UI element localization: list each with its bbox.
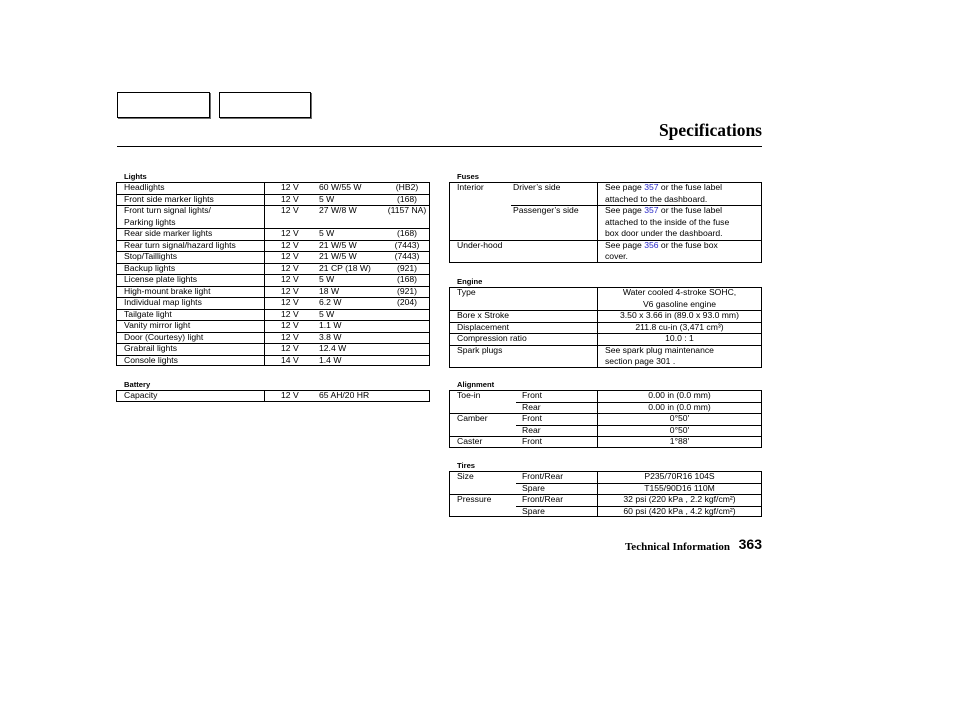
bulb-voltage: 12 V: [264, 240, 313, 252]
alignment-label: Toe-in: [457, 390, 481, 400]
lights-row: [116, 194, 430, 206]
bulb-name: Stop/Taillights: [116, 251, 264, 263]
alignment-row: [449, 413, 762, 425]
fuse-description: [597, 182, 762, 205]
tires-position: Front/Rear: [522, 471, 564, 481]
bulb-voltage: 12 V: [264, 251, 313, 263]
alignment-heading: Alignment: [457, 380, 495, 389]
tires-value: P235/70R16 104S: [597, 471, 762, 483]
bulb-name: Grabrail lights: [116, 343, 264, 355]
bulb-voltage: 12 V: [264, 263, 313, 275]
bulb-wattage: 6.2 W: [313, 297, 384, 309]
fuse-description: [597, 205, 762, 240]
alignment-position: Rear: [516, 425, 597, 437]
bulb-voltage: 12 V: [264, 309, 313, 321]
lights-row: [116, 297, 430, 309]
bulb-wattage: 21 W/5 W: [313, 251, 384, 263]
lights-row: [116, 205, 430, 228]
bulb-number: (HB2): [395, 182, 419, 192]
bulb-wattage: 5 W: [313, 228, 384, 240]
tires-table: [449, 471, 762, 517]
battery-label: Capacity: [124, 390, 158, 400]
bulb-number: (7443): [384, 240, 430, 252]
tires-value: T155/90D16 110M: [597, 483, 762, 495]
alignment-value: 0.00 in (0.0 mm): [597, 402, 762, 414]
engine-label: Bore x Stroke: [449, 310, 597, 322]
bulb-number: (168): [384, 228, 430, 240]
lights-table: [116, 182, 430, 366]
tires-position: Spare: [516, 506, 597, 518]
fuse-text-before: See page: [605, 182, 645, 192]
bulb-wattage: 21 W/5 W: [313, 240, 384, 252]
fuse-page-link[interactable]: 356: [644, 239, 659, 250]
alignment-position: Rear: [516, 402, 597, 414]
bulb-number: (921): [384, 263, 430, 275]
engine-row: [449, 345, 762, 368]
bulb-wattage: 18 W: [313, 286, 384, 298]
fuse-text-after: or the fuse box cover.: [605, 239, 718, 261]
bulb-name: Headlights: [124, 182, 165, 192]
bulb-name: Individual map lights: [116, 297, 264, 309]
nav-box-right[interactable]: [219, 92, 311, 118]
bulb-number: [384, 309, 430, 321]
battery-rating: 65 AH/20 HR: [319, 390, 370, 400]
bulb-number: [384, 332, 430, 344]
lights-row: [116, 309, 430, 321]
fuse-location: Under-hood: [449, 240, 597, 263]
alignment-value: 0°50′: [597, 413, 762, 425]
lights-row: [116, 240, 430, 252]
bulb-wattage: 5 W: [313, 194, 384, 206]
tires-value: 32 psi (220 kPa , 2.2 kgf/cm²): [597, 494, 762, 506]
fuse-row: [449, 182, 762, 205]
bulb-name: Tailgate light: [116, 309, 264, 321]
alignment-position: Front: [516, 436, 597, 448]
alignment-value: 0.00 in (0.0 mm): [597, 390, 762, 402]
engine-value: 10.0 : 1: [597, 333, 762, 345]
engine-row: [449, 333, 762, 345]
bulb-wattage: 5 W: [313, 309, 384, 321]
alignment-value: 1°88′: [597, 436, 762, 448]
bulb-number: (204): [384, 297, 430, 309]
engine-label: Displacement: [449, 322, 597, 334]
lights-row: [116, 332, 430, 344]
tires-label: Size: [457, 471, 474, 481]
bulb-voltage: 12 V: [264, 343, 313, 355]
bulb-name: Backup lights: [116, 263, 264, 275]
bulb-wattage: 1.4 W: [313, 355, 384, 367]
lights-row: [116, 286, 430, 298]
bulb-voltage: 12 V: [264, 194, 313, 206]
bulb-wattage: 3.8 W: [313, 332, 384, 344]
lights-row: [116, 263, 430, 275]
bulb-voltage: 12 V: [264, 286, 313, 298]
engine-label: Compression ratio: [449, 333, 597, 345]
bulb-wattage: 60 W/55 W: [319, 182, 362, 192]
fuse-page-link[interactable]: 357: [644, 182, 659, 192]
page-number: 363: [738, 536, 762, 552]
bulb-number: [384, 343, 430, 355]
bulb-number: [384, 355, 430, 367]
tires-heading: Tires: [457, 461, 476, 470]
fuse-page-link[interactable]: 357: [644, 205, 659, 215]
alignment-table: [449, 390, 762, 448]
bulb-voltage: 14 V: [264, 355, 313, 367]
bulb-name: Door (Courtesy) light: [116, 332, 264, 344]
engine-table: [449, 287, 762, 368]
bulb-number: (921): [384, 286, 430, 298]
fuses-table: [449, 182, 762, 263]
fuse-area-interior: Interior: [457, 182, 484, 192]
lights-row: [116, 182, 430, 194]
lights-row: [116, 251, 430, 263]
tires-position: Spare: [516, 483, 597, 495]
bulb-name: Console lights: [116, 355, 264, 367]
battery-heading: Battery: [124, 380, 151, 389]
engine-row: [449, 287, 762, 310]
alignment-row: [449, 390, 762, 402]
battery-table: [116, 390, 430, 402]
tires-row: [449, 494, 762, 506]
lights-row: [116, 228, 430, 240]
tires-value: 60 psi (420 kPa , 4.2 kgf/cm²): [597, 506, 762, 518]
battery-voltage: 12 V: [264, 390, 313, 402]
tires-position: Front/Rear: [516, 494, 597, 506]
lights-heading: Lights: [124, 172, 147, 181]
battery-row: [116, 390, 430, 402]
page-title: Specifications: [658, 120, 762, 140]
bulb-name: Rear turn signal/hazard lights: [116, 240, 264, 252]
tires-label: Pressure: [449, 494, 516, 517]
lights-row: [116, 274, 430, 286]
bulb-name: License plate lights: [116, 274, 264, 286]
bulb-voltage: 12 V: [264, 297, 313, 309]
bulb-wattage: 27 W/8 W: [313, 205, 384, 228]
bulb-number: (7443): [384, 251, 430, 263]
bulb-name: High-mount brake light: [116, 286, 264, 298]
fuse-text-before: See page: [605, 205, 645, 215]
header-rule: [117, 146, 762, 147]
engine-row: [449, 322, 762, 334]
bulb-voltage: 12 V: [264, 274, 313, 286]
alignment-label: Caster: [449, 436, 516, 448]
bulb-number: [384, 320, 430, 332]
bulb-number: (1157 NA): [384, 205, 430, 228]
bulb-name: Front turn signal lights/ Parking lights: [116, 205, 264, 228]
fuse-text-after: or the fuse label attached to the dashboard.: [605, 182, 723, 204]
bulb-name: Rear side marker lights: [116, 228, 264, 240]
lights-row: [116, 320, 430, 332]
alignment-label: Camber: [449, 413, 516, 436]
engine-value: 211.8 cu-in (3,471 cm³): [597, 322, 762, 334]
alignment-value: 0°50′: [597, 425, 762, 437]
engine-label: Type: [457, 287, 476, 297]
bulb-name: Vanity mirror light: [116, 320, 264, 332]
alignment-position: Front: [516, 413, 597, 425]
bulb-wattage: 1.1 W: [313, 320, 384, 332]
bulb-wattage: 5 W: [313, 274, 384, 286]
bulb-wattage: 21 CP (18 W): [313, 263, 384, 275]
engine-value: 3.50 x 3.66 in (89.0 x 93.0 mm): [597, 310, 762, 322]
lights-row: [116, 355, 430, 367]
engine-value: See spark plug maintenance section page 301 .: [597, 345, 762, 368]
footer-section-title: Technical Information: [624, 541, 730, 553]
lights-row: [116, 343, 430, 355]
engine-value: Water cooled 4-stroke SOHC, V6 gasoline engine: [597, 287, 762, 310]
fuse-text-before: See page: [605, 239, 645, 250]
alignment-position: Front: [522, 390, 543, 400]
fuse-text-after: or the fuse label attached to the inside of the fuse box door under the dashboard.: [605, 205, 730, 238]
alignment-row: [449, 436, 762, 448]
tires-row: [449, 471, 762, 483]
nav-box-left[interactable]: [117, 92, 210, 118]
fuse-location: Passenger’s side: [511, 205, 597, 240]
bulb-voltage: 12 V: [264, 182, 313, 194]
engine-row: [449, 310, 762, 322]
engine-label: Spark plugs: [449, 345, 597, 368]
fuse-location: Driver’s side: [513, 182, 561, 192]
bulb-voltage: 12 V: [264, 228, 313, 240]
engine-heading: Engine: [457, 277, 483, 286]
bulb-number: (168): [384, 274, 430, 286]
bulb-wattage: 12.4 W: [313, 343, 384, 355]
bulb-voltage: 12 V: [264, 320, 313, 332]
fuse-description: [597, 240, 762, 263]
fuse-row: [449, 240, 762, 263]
bulb-voltage: 12 V: [264, 205, 313, 228]
fuses-heading: Fuses: [457, 172, 479, 181]
bulb-name: Front side marker lights: [116, 194, 264, 206]
bulb-number: (168): [384, 194, 430, 206]
bulb-voltage: 12 V: [264, 332, 313, 344]
